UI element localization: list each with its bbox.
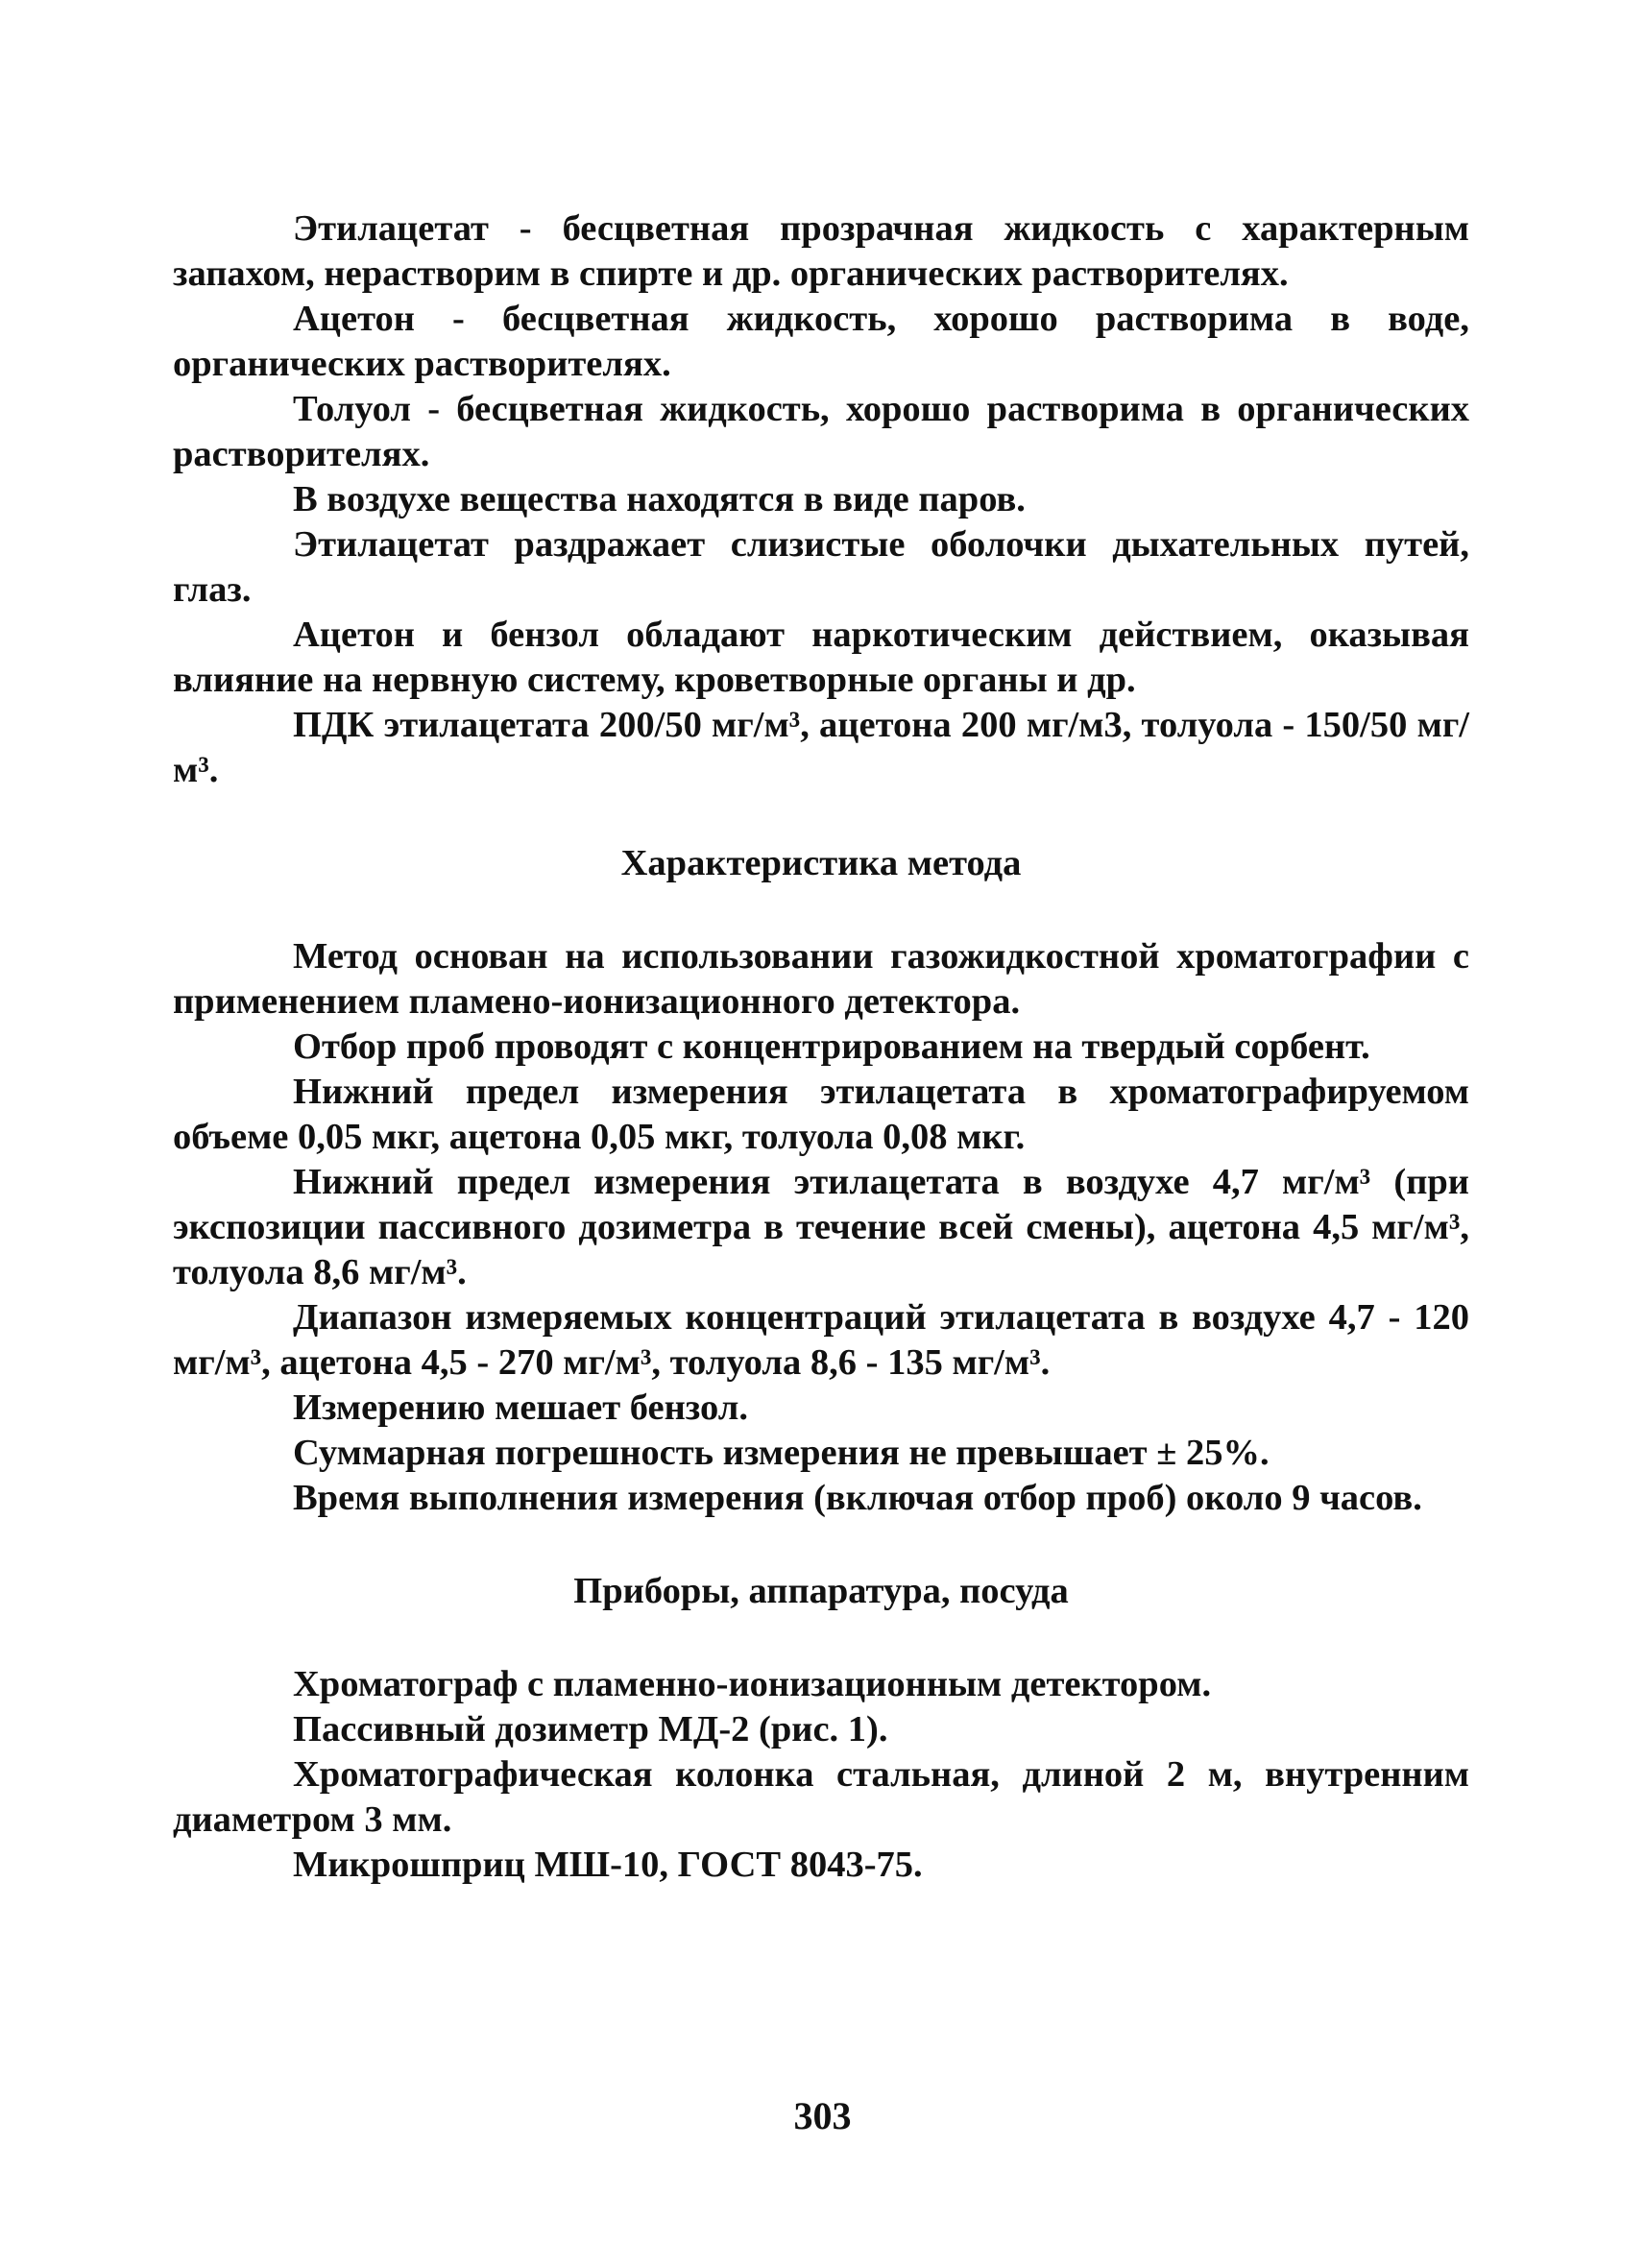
paragraph-ethyl-acetate: Этилацетат - бесцветная прозрачная жидкость с характерным запахом, нерастворим в спирте и др. органических растворителях. [173,208,1469,294]
paragraph-chromatograph: Хроматограф с пламенно-ионизационным детектором. [293,1664,1212,1704]
page-number: 303 [793,2094,852,2137]
paragraph-vapor-state: В воздухе вещества находятся в виде паров. [293,479,1026,519]
paragraph-range: Диапазон измеряемых концентраций этилацетата в воздухе 4,7 - 120 мг/м³, ацетона 4,5 - 270 мг/м³, толуола 8,6 - 135 мг/м³. [173,1297,1469,1383]
paragraph-narcotic-effect: Ацетон и бензол обладают наркотическим действием, оказывая влияние на нервную систему, кроветворные органы и др. [173,615,1469,700]
paragraph-lower-limit-volume: Нижний предел измерения этилацетата в хроматографируемом объеме 0,05 мкг, ацетона 0,05 мкг, толуола 0,08 мкг. [173,1072,1469,1157]
paragraph-column: Хроматографическая колонка стальная, длиной 2 м, внутренним диаметром 3 мм. [173,1754,1469,1840]
paragraph-microsyringe: Микрошприц МШ-10, ГОСТ 8043-75. [293,1845,923,1885]
section-title-method: Характеристика метода [620,843,1022,883]
paragraph-mac-limits: ПДК этилацетата 200/50 мг/м³, ацетона 200 мг/м3, толуола - 150/50 мг/м³. [173,705,1469,790]
paragraph-lower-limit-air: Нижний предел измерения этилацетата в воздухе 4,7 мг/м³ (при экспозиции пассивного дозиметра в течение всей смены), ацетона 4,5 мг/м³, толуола 8,6 мг/м³. [173,1162,1469,1292]
document-page [173,206,1469,1888]
paragraph-toluene: Толуол - бесцветная жидкость, хорошо растворима в органических растворителях. [173,389,1469,474]
paragraph-interference: Измерению мешает бензол. [293,1387,749,1428]
paragraph-dosimeter: Пассивный дозиметр МД-2 (рис. 1). [293,1709,888,1749]
paragraph-acetone: Ацетон - бесцветная жидкость, хорошо растворима в воде, органических растворителях. [173,299,1469,384]
paragraph-method-basis: Метод основан на использовании газожидкостной хроматографии с применением пламено-ионизационного детектора. [173,936,1469,1022]
paragraph-irritation: Этилацетат раздражает слизистые оболочки дыхательных путей, глаз. [173,524,1469,610]
paragraph-duration: Время выполнения измерения (включая отбор проб) около 9 часов. [293,1478,1422,1518]
paragraph-error: Суммарная погрешность измерения не превышает ± 25%. [293,1433,1270,1473]
paragraph-sampling: Отбор проб проводят с концентрированием на твердый сорбент. [293,1026,1370,1067]
section-title-equipment: Приборы, аппаратура, посуда [573,1571,1069,1611]
